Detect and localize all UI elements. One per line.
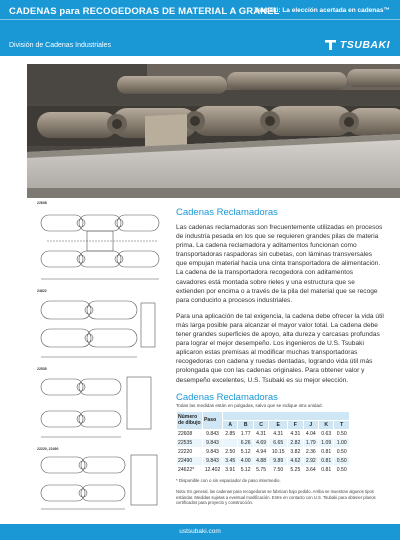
cell-drawing: 22490 [177, 456, 203, 465]
drawing-label: 22608 [37, 201, 47, 205]
drawing-24622 [27, 289, 170, 367]
cell-c: 4.94 [253, 447, 268, 456]
cell-c: 5.75 [253, 466, 268, 475]
cell-t: 0.50 [334, 466, 350, 475]
drawing-label: 22220, 22490 [37, 447, 59, 451]
cell-j: 4.04 [303, 429, 318, 438]
page-title: CADENAS para RECOGEDORAS DE MATERIAL A GRANEL [9, 6, 280, 17]
reclaimer-chain-photo [27, 64, 400, 198]
cell-pitch: 9.843 [203, 456, 223, 465]
header-col-j: J [303, 420, 318, 429]
cell-t: 1.00 [334, 438, 350, 447]
cell-e: 7.50 [269, 466, 288, 475]
cell-a: 3.45 [223, 456, 238, 465]
tsubaki-mark-icon [324, 38, 337, 51]
cell-c: 4.69 [253, 438, 268, 447]
technical-drawings [27, 199, 170, 517]
drawing-22220-22490 [27, 447, 170, 517]
cell-a: 2.85 [223, 429, 238, 438]
table-footnote: * Disponible con o sin espaciador de paso intermedio. [176, 478, 281, 484]
table-title: Cadenas Reclamadoras [176, 391, 278, 403]
cell-f: 4.31 [288, 429, 303, 438]
header-tagline: Tsubaki: La elección acertada en cadenas™ [254, 7, 390, 14]
footer-bar [0, 524, 400, 540]
cell-j: 3.64 [303, 466, 318, 475]
header-col-e: E [269, 420, 288, 429]
drawing-label: 24622 [37, 289, 47, 293]
header-banner [0, 0, 400, 56]
cell-drawing: 22220 [177, 447, 203, 456]
header-pitch: Paso [203, 411, 223, 429]
cell-k: 0.81 [319, 447, 334, 456]
ordering-note: Nota: En general, las cadenas para recogedoras se fabrican bajo pedido. Arriba se muestran algunos tipos estándar. Medidas sujetas a eventual modificación. Entre en contacto con U.S. Tsubaki para obtener planos certificados para proyecto y construcción. [176, 489, 376, 505]
cell-e: 4.31 [269, 429, 288, 438]
header-col-t: T [334, 420, 350, 429]
header-col-a: A [223, 420, 238, 429]
reclaimer-chain-spec-table [176, 411, 350, 476]
main-content [176, 207, 384, 505]
dimensions-note: Todas las medidas están en pulgadas, salvo que se indique otra unidad. [176, 402, 323, 408]
table-row [177, 466, 350, 475]
table-row [177, 456, 350, 465]
cell-drawing: 22535 [177, 438, 203, 447]
cell-pitch: 12.402 [203, 466, 223, 475]
cell-t: 0.50 [334, 447, 350, 456]
header-drawing-number: Número de dibujo [177, 411, 203, 429]
header-col-b: B [238, 420, 253, 429]
cell-a [223, 438, 238, 447]
drawing-22608 [27, 201, 170, 289]
cell-c: 4.88 [253, 456, 268, 465]
cell-e: 9.89 [269, 456, 288, 465]
cell-t: 0.50 [334, 456, 350, 465]
cell-k: 0.81 [319, 456, 334, 465]
footer-website-link[interactable]: ustsubaki.com [179, 528, 221, 535]
cell-pitch: 9.843 [203, 429, 223, 438]
table-row [177, 447, 350, 456]
header-spacer [223, 411, 350, 420]
cell-b: 1.77 [238, 429, 253, 438]
cell-f: 5.25 [288, 466, 303, 475]
cell-j: 1.79 [303, 438, 318, 447]
table-row [177, 429, 350, 438]
table-header-row [177, 411, 350, 420]
cell-c: 4.31 [253, 429, 268, 438]
cell-t: 0.50 [334, 429, 350, 438]
header-col-c: C [253, 420, 268, 429]
cell-k: 1.09 [319, 438, 334, 447]
cell-pitch: 9.843 [203, 438, 223, 447]
cell-j: 2.36 [303, 447, 318, 456]
value-paragraph: Para una aplicación de tal exigencia, la cadena debe ofrecer la vida útil más larga posible para alcanzar el mayor valor total. La cadena debe tener grandes superficies de apoyo, alta dureza y carcasas profundas para lograr el mejor desempeño. Los ingenieros de U.S. Tsubaki aplicaron estas premisas al modificar muchas transportadoras recogedoras con cadena y ruedas dentadas, logrando vida útil más prolongada que con las cadenas originales. Para obtener valor y desempeño excelentes, U.S. Tsubaki es su mejor elección. [176, 312, 384, 384]
header-divider [0, 19, 400, 20]
cell-k: 0.81 [319, 466, 334, 475]
cell-pitch: 9.843 [203, 447, 223, 456]
cell-f: 2.82 [288, 438, 303, 447]
cell-b: 6.26 [238, 438, 253, 447]
cell-drawing: 24622* [177, 466, 203, 475]
table-row [177, 438, 350, 447]
cell-b: 5.12 [238, 466, 253, 475]
intro-paragraph: Las cadenas reclamadoras son frecuentemente utilizadas en procesos de industria pesada en los que se requieren grandes pilas de materia prima. La cadena reclamadora y aditamentos funcionan como transportadoras raspadoras sin cubetas, con láminas transversales que empujan material hacia una cinta transportadora de alimentación. La cadena de la transportadora recogedora con aditamentos cavadores está montada sobre rieles y una estructura que se extienden por encima o a través de la pila del material que se recoge para conducirlo a procesos industriales. [176, 224, 383, 304]
cell-k: 0.63 [319, 429, 334, 438]
header-col-k: K [319, 420, 334, 429]
header-col-f: F [288, 420, 303, 429]
division-name: División de Cadenas Industriales [9, 42, 111, 49]
logo-wordmark: TSUBAKI [339, 38, 390, 51]
section-title: Cadenas Reclamadoras [176, 207, 278, 218]
cell-e: 10.15 [269, 447, 288, 456]
cell-drawing: 22608 [177, 429, 203, 438]
tsubaki-logo [324, 38, 390, 51]
drawing-22535 [27, 367, 170, 447]
cell-e: 6.65 [269, 438, 288, 447]
drawing-label: 22535 [37, 367, 47, 371]
cell-f: 3.82 [288, 447, 303, 456]
cell-b: 4.00 [238, 456, 253, 465]
cell-b: 5.12 [238, 447, 253, 456]
cell-a: 2.50 [223, 447, 238, 456]
cell-f: 4.62 [288, 456, 303, 465]
cell-a: 3.91 [223, 466, 238, 475]
cell-j: 2.92 [303, 456, 318, 465]
